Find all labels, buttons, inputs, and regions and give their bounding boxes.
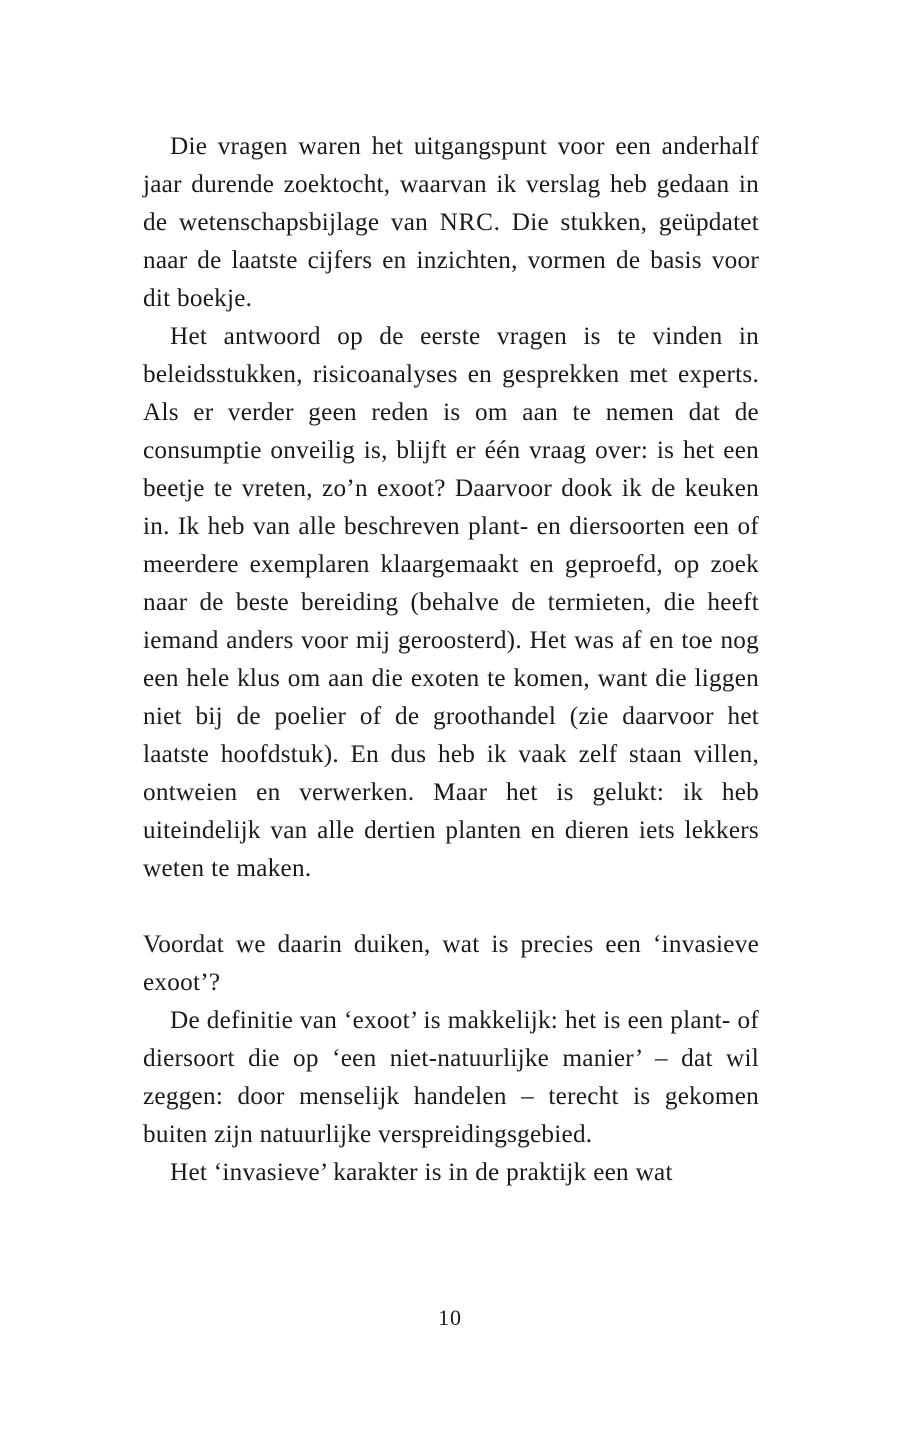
paragraph-3: Voordat we daarin duiken, wat is precies een ‘invasieve exoot’? [143, 931, 759, 996]
paragraph-1-text-after-smallcaps: . Die stukken, geüpdatet naar de laatste cijfers en inzichten, vormen de basis voor dit boekje. [143, 209, 759, 312]
paragraph-2: Het antwoord op de eerste vragen is te vinden in beleidsstukken, risicoanalyses en gesprekken met experts. Als er verder geen reden is om aan te nemen dat de consumptie onveilig is, blijft er één vraag over: is het een beetje te vreten, zo’n exoot? Daarvoor dook ik de keuken in. Ik heb van alle beschreven plant- en diersoorten een of meerdere exemplaren klaargemaakt en geproefd, op zoek naar de beste bereiding (behalve de termieten, die heeft iemand anders voor mij geroosterd). Het was af en toe nog een hele klus om aan die exoten te komen, want die liggen niet bij de poelier of de groothandel (zie daarvoor het laatste hoofdstuk). En dus heb ik vaak zelf staan villen, ontweien en verwerken. Maar het is gelukt: ik heb uiteindelijk van alle dertien planten en dieren iets lekkers weten te maken. [143, 323, 759, 882]
body-text-column [143, 128, 759, 1192]
paragraph-1 [143, 128, 759, 318]
paragraph-1-text-before-smallcaps: Die vragen waren het uitgangspunt voor een anderhalf jaar durende zoektocht, waarvan ik verslag heb gedaan in de wetenschapsbijlage van [143, 133, 759, 236]
nrc-smallcaps: NRC [439, 209, 494, 236]
page-number: 10 [438, 1305, 462, 1330]
paragraph-5: Het ‘invasieve’ karakter is in de praktijk een wat [170, 1159, 673, 1186]
paragraph-4: De definitie van ‘exoot’ is makkelijk: het is een plant- of diersoort die op ‘een niet-natuurlijke manier’ – dat wil zeggen: door menselijk handelen – terecht is gekomen buiten zijn natuurlijke verspreidingsgebied. [143, 1007, 759, 1148]
